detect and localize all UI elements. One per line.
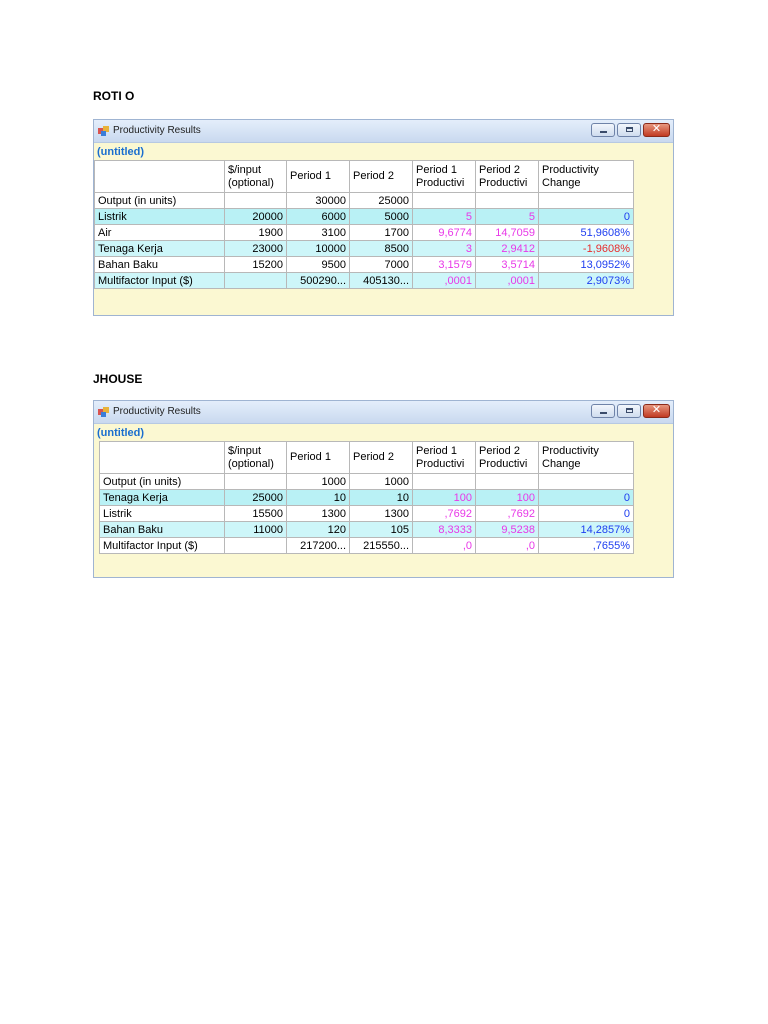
window-title: Productivity Results	[113, 125, 201, 136]
table-cell[interactable]: ,7692	[476, 506, 539, 522]
table-cell[interactable]: 25000	[350, 193, 413, 209]
row-label[interactable]: Tenaga Kerja	[95, 241, 225, 257]
table-cell[interactable]: 100	[476, 490, 539, 506]
column-header-label: Period 1 Productivi	[416, 444, 465, 470]
table-header-row	[100, 442, 634, 474]
row-label[interactable]: Output (in units)	[95, 193, 225, 209]
table-cell[interactable]: 1000	[287, 474, 350, 490]
table-cell[interactable]: 14,7059	[476, 225, 539, 241]
table-row[interactable]	[95, 257, 634, 273]
table-cell[interactable]: 9,6774	[413, 225, 476, 241]
table-cell[interactable]: 500290...	[287, 273, 350, 289]
table-cell[interactable]: 100	[413, 490, 476, 506]
table-row[interactable]	[100, 522, 634, 538]
table-cell[interactable]: 405130...	[350, 273, 413, 289]
table-cell[interactable]: ,7692	[413, 506, 476, 522]
table-cell[interactable]: 6000	[287, 209, 350, 225]
column-header[interactable]	[539, 161, 634, 193]
table-row[interactable]	[100, 538, 634, 554]
table-cell[interactable]: 23000	[225, 241, 287, 257]
table-cell[interactable]: 1900	[225, 225, 287, 241]
table-row[interactable]	[100, 506, 634, 522]
table-cell[interactable]: 20000	[225, 209, 287, 225]
table-cell[interactable]	[413, 193, 476, 209]
column-header[interactable]: Period 2	[350, 442, 413, 474]
productivity-results-window	[93, 119, 674, 316]
table-cell[interactable]: 9,5238	[476, 522, 539, 538]
column-header[interactable]	[225, 161, 287, 193]
column-header-label: Period 2 Productivi	[479, 444, 528, 470]
table-row[interactable]	[95, 241, 634, 257]
table-cell[interactable]: 14,2857%	[539, 522, 634, 538]
column-header[interactable]: Period 2	[350, 161, 413, 193]
minimize-icon	[600, 412, 607, 414]
table-cell[interactable]: 30000	[287, 193, 350, 209]
table-header-row	[95, 161, 634, 193]
app-icon	[98, 126, 110, 136]
table-row[interactable]	[100, 474, 634, 490]
table-cell[interactable]	[476, 193, 539, 209]
maximize-icon	[626, 408, 633, 413]
column-header-label: $/input (optional)	[228, 163, 274, 189]
row-label[interactable]: Multifactor Input ($)	[100, 538, 225, 554]
table-cell[interactable]: 3100	[287, 225, 350, 241]
table-cell[interactable]: 1000	[350, 474, 413, 490]
column-header[interactable]	[225, 442, 287, 474]
section-heading-roti-o: ROTI O	[93, 89, 135, 103]
column-header-label: Period 1 Productivi	[416, 163, 465, 189]
table-cell[interactable]: 2,9412	[476, 241, 539, 257]
close-icon: ✕	[651, 122, 662, 135]
maximize-button[interactable]	[617, 123, 641, 137]
row-label[interactable]: Tenaga Kerja	[100, 490, 225, 506]
table-cell[interactable]: 15500	[225, 506, 287, 522]
table-row[interactable]	[95, 209, 634, 225]
table-row[interactable]	[95, 193, 634, 209]
row-label[interactable]: Listrik	[95, 209, 225, 225]
window-title: Productivity Results	[113, 406, 201, 417]
column-header[interactable]	[413, 442, 476, 474]
table-cell[interactable]: ,0	[413, 538, 476, 554]
table-cell[interactable]: 8500	[350, 241, 413, 257]
column-header[interactable]	[539, 442, 634, 474]
row-label[interactable]: Bahan Baku	[95, 257, 225, 273]
row-label[interactable]: Bahan Baku	[100, 522, 225, 538]
column-header-label: Period 2 Productivi	[479, 163, 528, 189]
results-table	[94, 160, 634, 289]
table-cell[interactable]	[225, 474, 287, 490]
table-cell[interactable]: 8,3333	[413, 522, 476, 538]
table-row[interactable]	[95, 225, 634, 241]
table-cell[interactable]: ,7655%	[539, 538, 634, 554]
table-cell[interactable]	[225, 273, 287, 289]
window-titlebar[interactable]	[94, 120, 673, 143]
column-header[interactable]	[95, 161, 225, 193]
table-cell[interactable]: 5000	[350, 209, 413, 225]
table-cell[interactable]: 217200...	[287, 538, 350, 554]
column-header-label: $/input (optional)	[228, 444, 274, 470]
column-header[interactable]	[476, 161, 539, 193]
table-cell[interactable]	[225, 538, 287, 554]
table-cell[interactable]: 10	[287, 490, 350, 506]
column-header[interactable]: Period 1	[287, 161, 350, 193]
table-cell[interactable]: 25000	[225, 490, 287, 506]
table-cell[interactable]	[539, 474, 634, 490]
table-cell[interactable]: 0	[539, 490, 634, 506]
table-cell[interactable]	[413, 474, 476, 490]
column-header[interactable]	[413, 161, 476, 193]
table-cell[interactable]: ,0001	[413, 273, 476, 289]
table-cell[interactable]: 15200	[225, 257, 287, 273]
table-cell[interactable]: 3,1579	[413, 257, 476, 273]
row-label[interactable]: Air	[95, 225, 225, 241]
document-title: (untitled)	[97, 427, 145, 439]
table-cell[interactable]: 7000	[350, 257, 413, 273]
table-row[interactable]	[95, 273, 634, 289]
table-cell[interactable]: 1700	[350, 225, 413, 241]
table-cell[interactable]	[225, 193, 287, 209]
row-label[interactable]: Output (in units)	[100, 474, 225, 490]
close-icon: ✕	[651, 403, 662, 416]
row-label[interactable]: Multifactor Input ($)	[95, 273, 225, 289]
table-cell[interactable]: 120	[287, 522, 350, 538]
table-cell[interactable]: 51,9608%	[539, 225, 634, 241]
table-cell[interactable]: 10	[350, 490, 413, 506]
table-cell[interactable]: 3,5714	[476, 257, 539, 273]
section-heading-jhouse: JHOUSE	[93, 372, 143, 386]
table-cell[interactable]	[476, 474, 539, 490]
column-header[interactable]	[100, 442, 225, 474]
table-cell[interactable]: 215550...	[350, 538, 413, 554]
column-header[interactable]: Period 1	[287, 442, 350, 474]
table-cell[interactable]: 5	[413, 209, 476, 225]
table-cell[interactable]: 0	[539, 506, 634, 522]
table-cell[interactable]: 0	[539, 209, 634, 225]
table-cell[interactable]: 1300	[350, 506, 413, 522]
row-label[interactable]: Listrik	[100, 506, 225, 522]
close-button[interactable]	[643, 404, 670, 418]
table-row[interactable]	[100, 490, 634, 506]
table-cell[interactable]: 11000	[225, 522, 287, 538]
table-cell[interactable]: 10000	[287, 241, 350, 257]
results-table	[99, 441, 634, 554]
minimize-icon	[600, 131, 607, 133]
column-header-label: Productivity Change	[542, 163, 599, 189]
minimize-button[interactable]	[591, 123, 615, 137]
window-titlebar[interactable]	[94, 401, 673, 424]
column-header[interactable]	[476, 442, 539, 474]
maximize-button[interactable]	[617, 404, 641, 418]
app-icon	[98, 407, 110, 417]
table-cell[interactable]: 2,9073%	[539, 273, 634, 289]
table-cell[interactable]: 105	[350, 522, 413, 538]
table-cell[interactable]: 9500	[287, 257, 350, 273]
table-cell[interactable]: ,0001	[476, 273, 539, 289]
table-cell[interactable]: 3	[413, 241, 476, 257]
table-cell[interactable]: 5	[476, 209, 539, 225]
table-cell[interactable]	[539, 193, 634, 209]
table-cell[interactable]: -1,9608%	[539, 241, 634, 257]
document-title: (untitled)	[97, 146, 145, 158]
table-cell[interactable]: 13,0952%	[539, 257, 634, 273]
table-cell[interactable]: ,0	[476, 538, 539, 554]
minimize-button[interactable]	[591, 404, 615, 418]
column-header-label: Productivity Change	[542, 444, 599, 470]
close-button[interactable]	[643, 123, 670, 137]
productivity-results-window	[93, 400, 674, 578]
maximize-icon	[626, 127, 633, 132]
table-cell[interactable]: 1300	[287, 506, 350, 522]
